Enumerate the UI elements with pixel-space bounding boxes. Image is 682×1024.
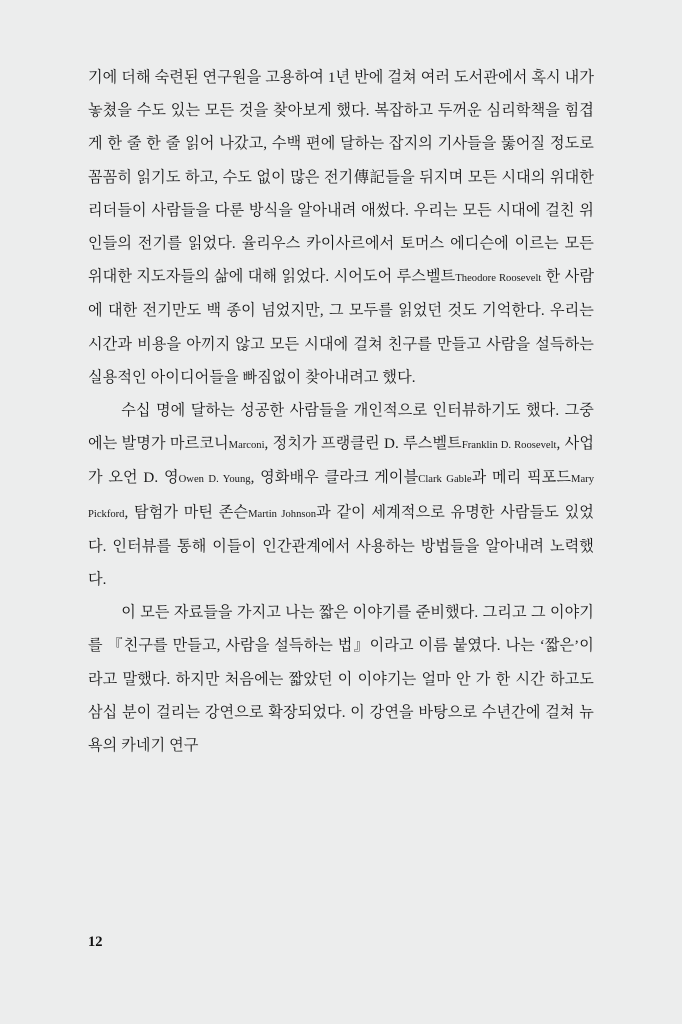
paragraph-2-run-5: , 사업가 오언 D. 영 bbox=[88, 436, 594, 487]
page-number: 12 bbox=[88, 934, 103, 950]
paragraph-2-latin-martin-johnson: Martin Johnson bbox=[248, 508, 317, 520]
paragraph-1 bbox=[88, 62, 594, 395]
paragraph-1-latin-theodore-roosevelt: Theodore Roosevelt bbox=[455, 273, 542, 285]
paragraph-2-run-1: 수십 명에 달하는 성공한 사람들을 개인적으로 인터뷰하기도 했다. 그중에는 발명가 마르코니 bbox=[88, 403, 594, 453]
paragraph-2-run-7: , 영화배우 클라크 게이블 bbox=[250, 470, 419, 487]
paragraph-2-run-13: 과 같이 세계적으로 유명한 사람들도 있었다. 인터뷰를 통해 이들이 인간관계에서 사용하는 방법들을 알아내려 노력했다. bbox=[88, 504, 594, 589]
paragraph-3-run-1: 이 모든 자료들을 가지고 나는 짧은 이야기를 준비했다. 그리고 그 이야기를 『친구를 만들고, 사람을 설득하는 법』이라고 이름 붙였다. 나는 ‘짧은’이라고 말했다. 하지만 처음에는 짧았던 이 이야기는 얼마 안 가 한 시간 하고도 삼십 분이 걸리는 강연으로 확장되었다. 이 강연을 바탕으로 수년간에 걸쳐 뉴욕의 카네기 연구 bbox=[88, 605, 594, 755]
paragraph-2-run-9: 과 메리 픽포드 bbox=[471, 470, 572, 487]
paragraph-2-latin-franklin-d-roosevelt: Franklin D. Roosevelt bbox=[461, 440, 557, 452]
paragraph-2-latin-clark-gable: Clark Gable bbox=[418, 474, 472, 486]
paragraph-2-run-11: , 탐험가 마틴 존슨 bbox=[124, 504, 249, 521]
paragraph-2-latin-marconi: Marconi bbox=[228, 440, 265, 452]
paragraph-2 bbox=[88, 395, 594, 597]
paragraph-1-run-1: 기에 더해 숙련된 연구원을 고용하여 1년 반에 걸쳐 여러 도서관에서 혹시 내가 놓쳤을 수도 있는 모든 것을 찾아보게 했다. 복잡하고 두꺼운 심리학책을 힘겹게 한 줄 한 줄 읽어 나갔고, 수백 편에 달하는 잡지의 기사들을 뚫어질 정도로 꼼꼼히 읽기도 하고, 수도 없이 많은 전기傳記들을 뒤지며 모든 시대의 위대한 리더들이 사람들을 다룬 방식을 알아내려 애썼다. 우리는 모든 시대에 걸친 위인들의 전기를 읽었다. 율리우스 카이사르에서 토머스 에디슨에 이르는 모든 위대한 지도자들의 삶에 대해 읽었다. 시어도어 루스벨트 bbox=[88, 70, 594, 286]
paragraph-2-latin-owen-d-young: Owen D. Young bbox=[178, 474, 251, 486]
paragraph-2-run-3: , 정치가 프랭클린 D. 루스벨트 bbox=[264, 436, 462, 453]
page-body bbox=[88, 62, 594, 763]
paragraph-2-latin-mary-pickford: Mary Pickford bbox=[88, 474, 594, 520]
paragraph-3 bbox=[88, 597, 594, 763]
paragraph-1-run-3: 한 사람에 대한 전기만도 백 종이 넘었지만, 그 모두를 읽었던 것도 기억한다. 우리는 시간과 비용을 아끼지 않고 모든 시대에 걸쳐 친구를 만들고 사람을 설득하는 실용적인 아이디어들을 빠짐없이 찾아내려고 했다. bbox=[88, 269, 594, 386]
